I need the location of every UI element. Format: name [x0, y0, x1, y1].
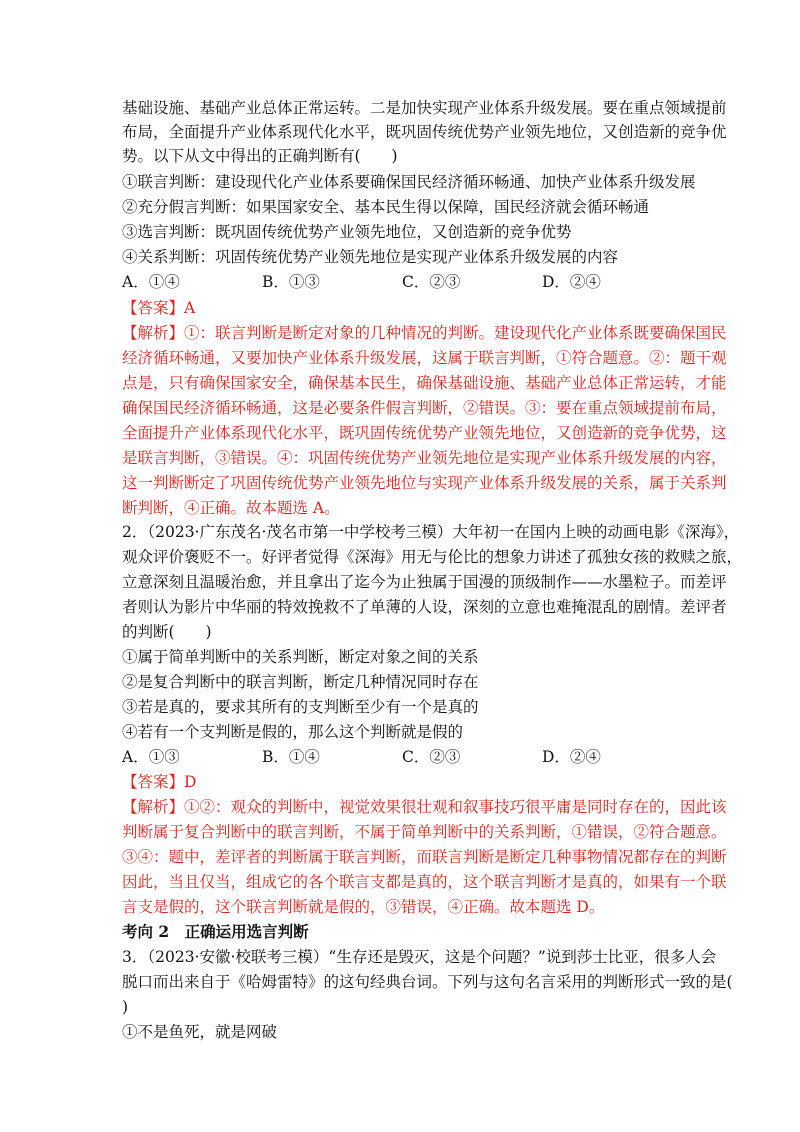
q2-option-b: B．①④	[262, 748, 320, 766]
q1-stem-line: 布局，全面提升产业体系现代化水平，既巩固传统优势产业领先地位，又创造新的竞争优	[122, 123, 727, 141]
q3-item: ①不是鱼死，就是网破	[122, 1023, 278, 1041]
q2-stem-line: 2．（2023·广东茂名·茂名市第一中学校考三模）大年初一在国内上映的动画电影《深海》，	[122, 523, 740, 541]
section-heading: 考向 2 正确运用选言判断	[122, 922, 309, 941]
q1-item: ③选言判断：既巩固传统优势产业领先地位，又创造新的竞争优势	[122, 223, 572, 241]
q2-item: ②是复合判断中的联言判断，断定几种情况同时存在	[122, 673, 479, 691]
q2-analysis-line: 因此，当且仅当，组成它的各个联言支都是真的，这个联言判断才是真的，如果有一个联	[122, 873, 727, 891]
q2-option-d: D．②④	[542, 748, 601, 766]
q1-analysis-line: 经济循环畅通，又要加快产业体系升级发展，这属于联言判断，①符合题意。②：题干观	[122, 349, 727, 367]
q1-analysis-line: 确保国民经济循环畅通，这是必要条件假言判断，②错误。③：要在重点领域提前布局，	[122, 399, 727, 417]
q1-option-d: D．②④	[542, 273, 601, 291]
q2-item: ④若有一个支判断是假的，那么这个判断就是假的	[122, 723, 464, 741]
q1-analysis-line: 是联言判断，③错误。④：巩固传统优势产业领先地位是实现产业体系升级发展的内容，	[122, 449, 727, 467]
q1-analysis-line: 断判断，④正确。故本题选 A。	[122, 499, 340, 517]
q1-stem-line: 基础设施、基础产业总体正常运转。二是加快实现产业体系升级发展。要在重点领域提前	[122, 99, 727, 117]
q2-analysis-line: ③④：题中，差评者的判断属于联言判断，而联言判断是断定几种事物情况都存在的判断	[122, 848, 727, 866]
q2-answer: 【答案】D	[122, 773, 197, 791]
q3-stem-line: )	[122, 998, 129, 1016]
q1-answer: 【答案】A	[122, 299, 196, 317]
q2-stem-line: 的判断( )	[122, 623, 212, 641]
q2-item: ③若是真的，要求其所有的支判断至少有一个是真的	[122, 698, 479, 716]
q2-option-c: C．②③	[402, 748, 461, 766]
q1-analysis-line: 【解析】①：联言判断是断定对象的几种情况的判断。建设现代化产业体系既要确保国民	[122, 324, 727, 342]
q1-option-a: A．①④	[122, 273, 180, 291]
q3-stem-line: 3．（2023·安徽·校联考三模）“生存还是毁灭，这是个问题？”说到莎士比亚，很多人会	[122, 948, 717, 966]
q1-options	[122, 272, 688, 292]
q2-analysis-line: 判断属于复合判断中的联言判断，不属于简单判断中的关系判断，①错误，②符合题意。	[122, 823, 727, 841]
q2-analysis-line: 【解析】①②：观众的判断中，视觉效果很壮观和叙事技巧很平庸是同时存在的，因此该	[122, 798, 727, 816]
q1-stem-line: 势。以下从文中得出的正确判断有( )	[122, 147, 398, 165]
q2-option-a: A．①③	[122, 748, 180, 766]
q3-stem-line: 脱口而出来自于《哈姆雷特》的这句经典台词。下列与这句名言采用的判断形式一致的是(	[122, 973, 733, 991]
q2-analysis-line: 言支是假的，这个联言判断就是假的，③错误，④正确。故本题选 D。	[122, 898, 605, 916]
q1-analysis-line: 这一判断断定了巩固传统优势产业领先地位与实现产业体系升级发展的关系，属于关系判	[122, 474, 727, 492]
q1-item: ①联言判断：建设现代化产业体系要确保国民经济循环畅通、加快产业体系升级发展	[122, 173, 696, 191]
q1-item: ④关系判断：巩固传统优势产业领先地位是实现产业体系升级发展的内容	[122, 248, 619, 266]
q1-item: ②充分假言判断：如果国家安全、基本民生得以保障，国民经济就会循环畅通	[122, 198, 650, 216]
q1-option-c: C．②③	[402, 273, 461, 291]
q1-analysis-line: 全面提升产业体系现代化水平，既巩固传统优势产业领先地位，又创造新的竞争优势，这	[122, 424, 727, 442]
q2-item: ①属于简单判断中的关系判断，断定对象之间的关系	[122, 648, 479, 666]
q2-options	[122, 747, 688, 767]
q2-stem-line: 观众评价褒贬不一。好评者觉得《深海》用无与伦比的想象力讲述了孤独女孩的救赎之旅，	[122, 548, 743, 566]
q1-option-b: B．①③	[262, 273, 320, 291]
q1-analysis-line: 点是，只有确保国家安全，确保基本民生，确保基础设施、基础产业总体正常运转，才能	[122, 374, 727, 392]
q2-stem-line: 者则认为影片中华丽的特效挽救不了单薄的人设，深刻的立意也难掩混乱的剧情。差评者	[122, 598, 727, 616]
q2-stem-line: 立意深刻且温暖治愈，并且拿出了迄今为止独属于国漫的顶级制作——水墨粒子。而差评	[122, 573, 727, 591]
